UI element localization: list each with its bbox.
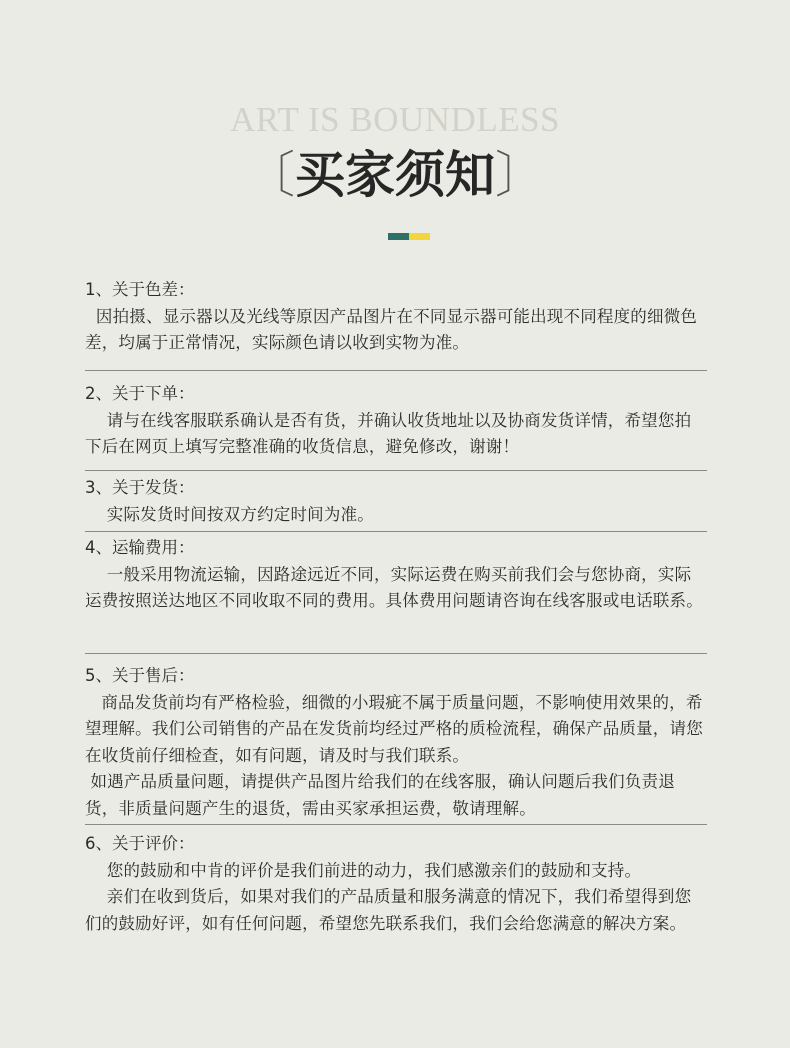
accent-bar — [388, 233, 430, 240]
section-paragraph: 您的鼓励和中肯的评价是我们前进的动力，我们感激亲们的鼓励和支持。 — [85, 860, 642, 880]
section-paragraph: 商品发货前均有严格检验，细微的小瑕疵不属于质量问题，不影响使用效果的，希望理解。我们公司销售的产品在发货前均经过严格的质检流程，确保产品质量，请您在收货前仔细检查，如有问题，请及时与我们联系。 — [85, 692, 703, 765]
accent-bar-yellow — [409, 233, 430, 240]
section-paragraph: 亲们在收到货后，如果对我们的产品质量和服务满意的情况下，我们希望得到您们的鼓励好评，如有任何问题，希望您先联系我们，我们会给您满意的解决方案。 — [85, 887, 692, 933]
section-divider — [85, 370, 707, 371]
page-title — [0, 143, 790, 207]
section-title: 2、关于下单： — [85, 384, 195, 403]
section-reviews — [85, 831, 707, 937]
section-title: 5、关于售后： — [85, 666, 195, 685]
section-paragraph: 如遇产品质量问题，请提供产品图片给我们的在线客服，确认问题后我们负责退货，非质量问题产生的退货，需由买家承担运费，敬请理解。 — [85, 772, 675, 818]
section-title: 4、运输费用： — [85, 538, 195, 557]
title-text: 买家须知 — [295, 145, 495, 204]
section-divider — [85, 824, 707, 825]
section-title: 1、关于色差： — [85, 280, 195, 299]
section-title: 3、关于发货： — [85, 478, 195, 497]
section-divider — [85, 470, 707, 471]
section-color-difference — [85, 277, 707, 357]
section-paragraph: 一般采用物流运输，因路途远近不同，实际运费在购买前我们会与您协商，实际运费按照送达地区不同收取不同的费用。具体费用问题请咨询在线客服或电话联系。 — [85, 564, 703, 610]
section-divider — [85, 653, 707, 654]
section-divider — [85, 531, 707, 532]
section-paragraph: 实际发货时间按双方约定时间为准。 — [85, 504, 374, 524]
accent-bar-teal — [388, 233, 409, 240]
title-bracket-left: 〔 — [245, 146, 295, 204]
eyebrow-text: ART IS BOUNDLESS — [229, 100, 561, 139]
section-after-sales — [85, 663, 707, 822]
section-paragraph: 请与在线客服联系确认是否有货，并确认收货地址以及协商发货详情，希望您拍下后在网页上填写完整准确的收货信息，避免修改，谢谢！ — [85, 410, 692, 456]
section-ordering — [85, 381, 707, 461]
section-title: 6、关于评价： — [85, 834, 195, 853]
section-paragraph: 因拍摄、显示器以及光线等原因产品图片在不同显示器可能出现不同程度的细微色差，均属于正常情况，实际颜色请以收到实物为准。 — [85, 306, 698, 352]
section-freight-cost — [85, 535, 707, 615]
section-shipping — [85, 475, 707, 528]
title-bracket-right: 〕 — [495, 146, 545, 204]
